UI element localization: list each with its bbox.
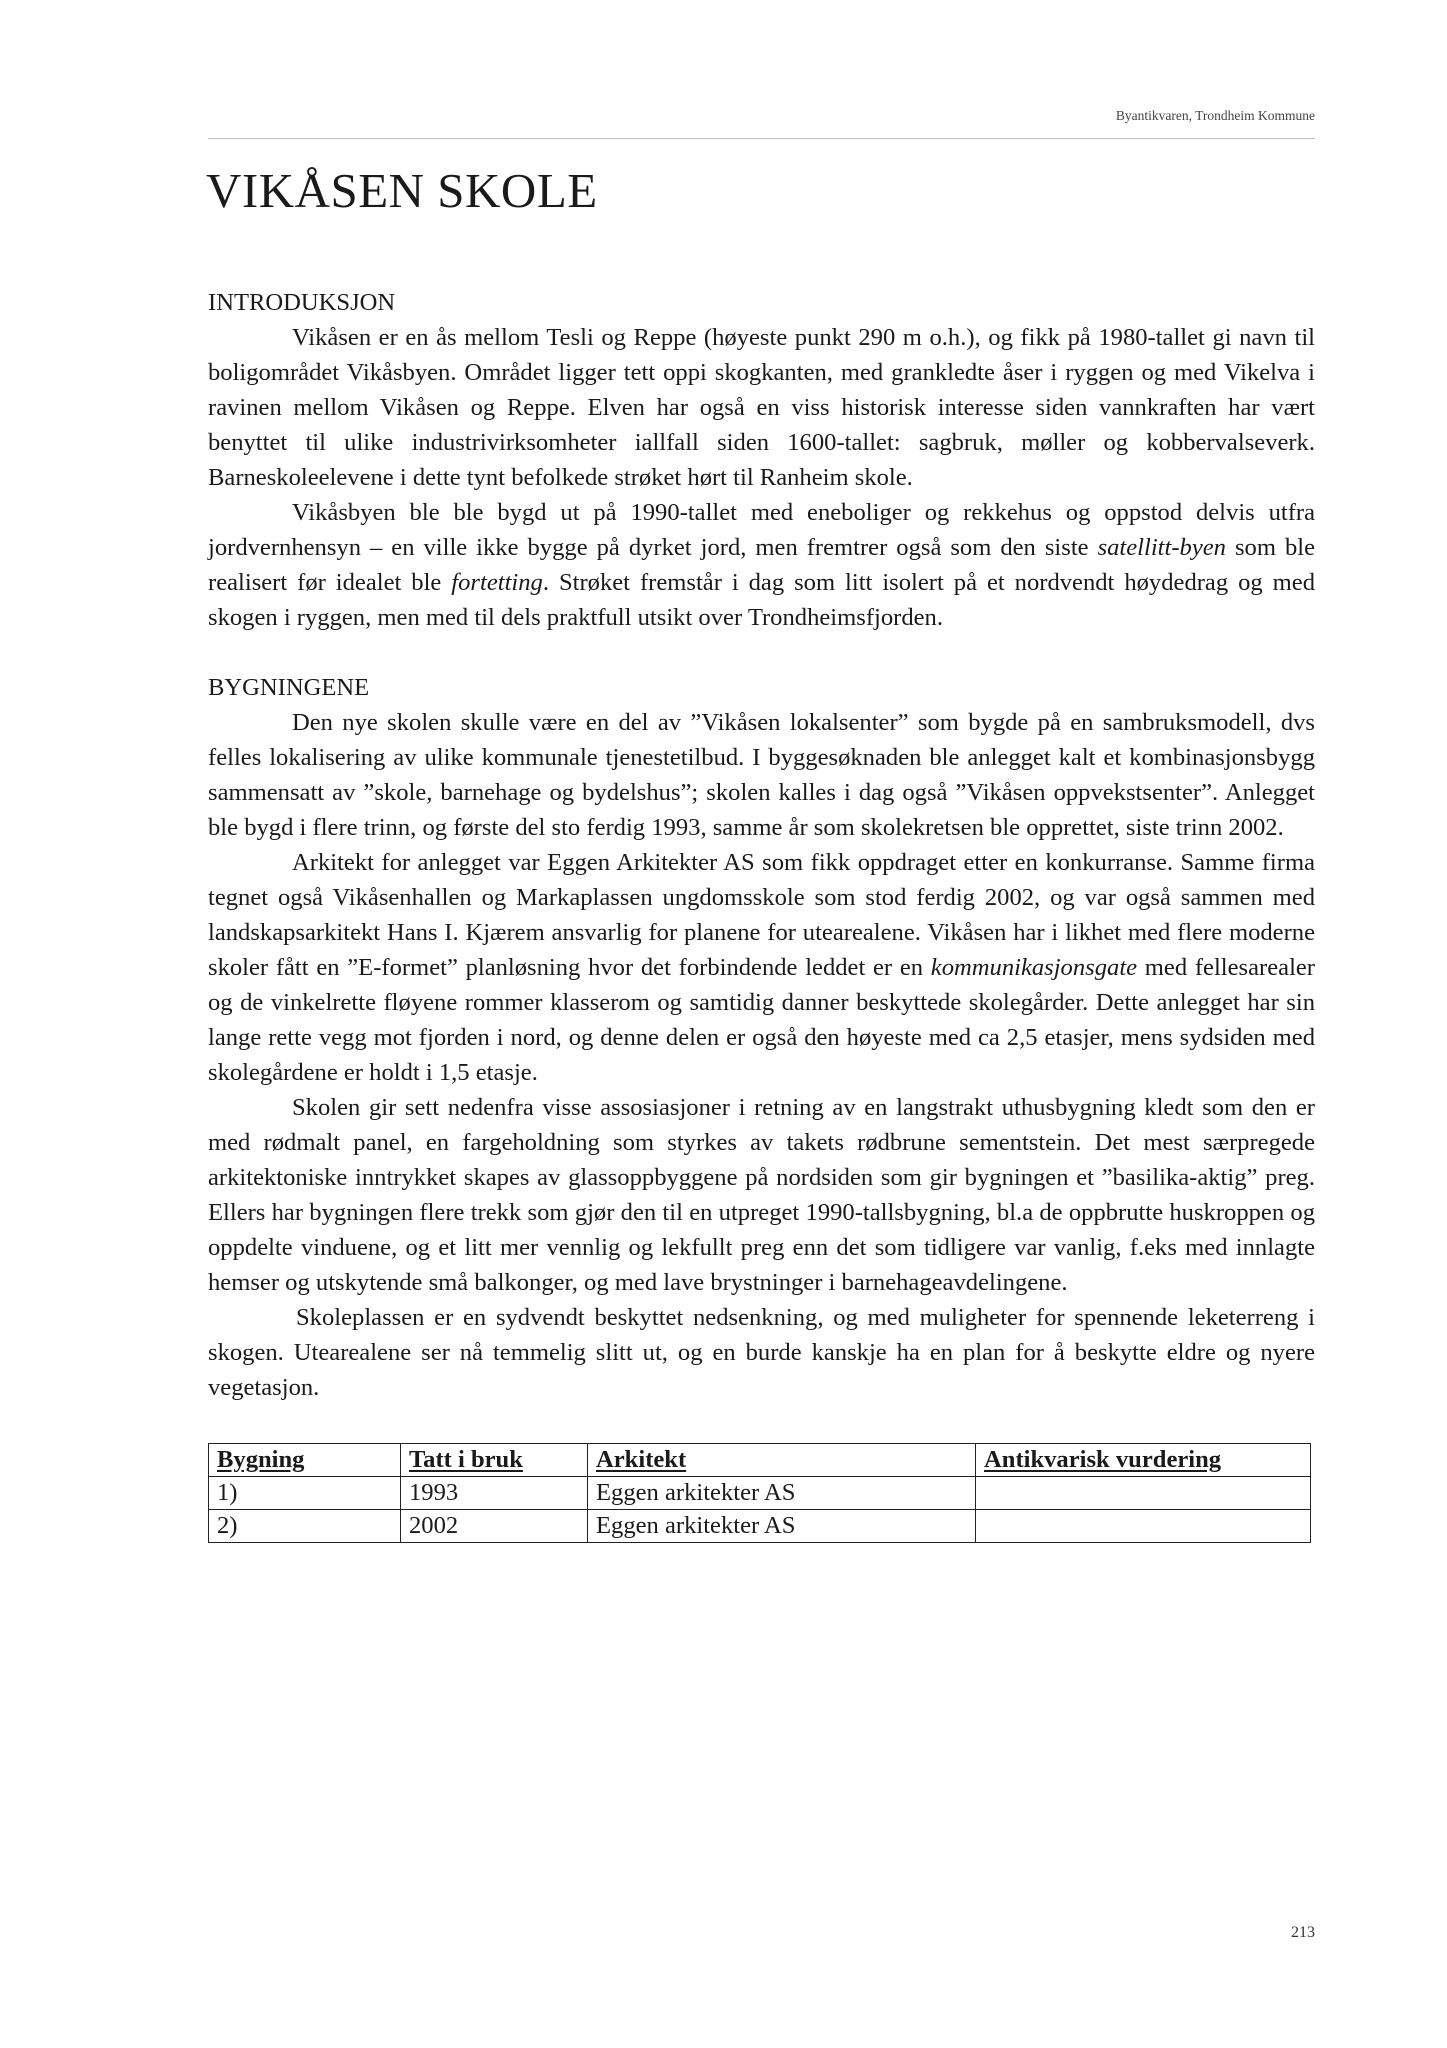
table-cell bbox=[976, 1510, 1311, 1543]
text-run: Den nye skolen skulle være en del av ”Vikåsen lokalsenter” som bygde på en sambruksmodell, dvs felles lokalisering av ulike kommunale tjenestetilbud. I byggesøknaden ble anlegget kalt et kombinasjonsbygg sammensatt av ”skole, barnehage og bydelshus”; skolen kalles i dag også ”Vikåsen oppvekstsenter”. Anlegget ble bygd i flere trinn, og første del sto ferdig 1993, samme år som skolekretsen ble opprettet, siste trinn 2002. bbox=[208, 709, 1315, 841]
header-cell-antikvarisk-vurdering: Antikvarisk vurdering bbox=[976, 1444, 1311, 1477]
building-table bbox=[208, 1443, 1311, 1543]
paragraph bbox=[208, 1300, 1315, 1405]
body-text bbox=[208, 285, 1315, 1543]
paragraph bbox=[208, 845, 1315, 1090]
table-cell: Eggen arkitekter AS bbox=[588, 1477, 976, 1510]
table-row bbox=[209, 1477, 1311, 1510]
table-cell: 2) bbox=[209, 1510, 401, 1543]
text-run: Vikåsbyen ble ble bygd ut på 1990-tallet med eneboliger og rekkehus og oppstod delvis utfra jordvernhensyn – en ville ikke bygge på dyrket jord, men fremtrer også som den siste bbox=[208, 499, 1315, 561]
text-run: Skolen gir sett nedenfra visse assosiasjoner i retning av en langstrakt uthusbygning kledt som den er med rødmalt panel, en fargeholdning som styrkes av takets rødbrune sementstein. Det mest særpregede arkitektoniske inntrykket skapes av glassoppbyggene på nordsiden som gir bygningen et ”basilika-aktig” preg. Ellers har bygningen flere trekk som gjør den til en utpreget 1990-tallsbygning, bl.a de oppbrutte huskroppen og oppdelte vinduene, og et litt mer vennlig og lekfullt preg enn det som tidligere var vanlig, f.eks med innlagte hemser og utskytende små balkonger, og med lave brystninger i barnehageavdelingene. bbox=[208, 1094, 1315, 1296]
section-bygningene bbox=[208, 670, 1315, 1405]
text-run: Skoleplassen er en sydvendt beskyttet nedsenkning, og med muligheter for spennende leketerreng i skogen. Utearealene ser nå temmelig slitt ut, og en burde kanskje ha en plan for å beskytte eldre og nyere vegetasjon. bbox=[208, 1304, 1315, 1401]
header-cell-bygning: Bygning bbox=[209, 1444, 401, 1477]
running-header: Byantikvaren, Trondheim Kommune bbox=[1115, 108, 1315, 123]
paragraph bbox=[208, 1090, 1315, 1300]
header-cell-arkitekt: Arkitekt bbox=[588, 1444, 976, 1477]
table-cell: 2002 bbox=[401, 1510, 588, 1543]
text-run: . Strøket fremstår i dag som litt isolert på et nordvendt høydedrag og med skogen i ryggen, men med til dels praktfull utsikt over Trondheimsfjorden. bbox=[208, 569, 1315, 631]
header-rule bbox=[208, 138, 1315, 139]
text-run: som ble realisert før idealet ble bbox=[208, 534, 1315, 596]
table-row bbox=[209, 1510, 1311, 1543]
italic-run: fortetting bbox=[451, 569, 543, 596]
section-introduksjon bbox=[208, 285, 1315, 635]
italic-run: satellitt-byen bbox=[1097, 534, 1226, 561]
table-cell: 1) bbox=[209, 1477, 401, 1510]
text-run: med fellesarealer og de vinkelrette fløyene rommer klasserom og samtidig danner beskyttede skolegårder. Dette anlegget har sin lange rette vegg mot fjorden i nord, og denne delen er også den høyeste med ca 2,5 etasjer, mens sydsiden med skolegårdene er holdt i 1,5 etasje. bbox=[208, 954, 1316, 1086]
table-cell bbox=[976, 1477, 1311, 1510]
document-title: VIKÅSEN SKOLE bbox=[206, 163, 598, 218]
paragraph bbox=[208, 320, 1315, 495]
paragraph bbox=[208, 495, 1315, 635]
table-header-row bbox=[209, 1444, 1311, 1477]
text-run: Arkitekt for anlegget var Eggen Arkitekter AS som fikk oppdraget etter en konkurranse. Samme firma tegnet også Vikåsenhallen og Markaplassen ungdomsskole som stod ferdig 2002, og var også sammen med landskapsarkitekt Hans I. Kjærem ansvarlig for planene for utearealene. Vikåsen har i likhet med flere moderne skoler fått en ”E-formet” planløsning hvor det forbindende leddet er en bbox=[208, 849, 1315, 981]
header-cell-tatt-i-bruk: Tatt i bruk bbox=[401, 1444, 588, 1477]
table-cell: Eggen arkitekter AS bbox=[588, 1510, 976, 1543]
paragraph bbox=[208, 705, 1315, 845]
section-heading: BYGNINGENE bbox=[208, 674, 370, 701]
building-table-wrap bbox=[208, 1443, 1315, 1543]
page-number: 213 bbox=[1291, 1924, 1315, 1941]
italic-run: kommunikasjonsgate bbox=[930, 954, 1138, 981]
table-cell: 1993 bbox=[401, 1477, 588, 1510]
section-gap bbox=[208, 635, 1315, 670]
text-run: Vikåsen er en ås mellom Tesli og Reppe (høyeste punkt 290 m o.h.), og fikk på 1980-tallet gi navn til boligområdet Vikåsbyen. Området ligger tett oppi skogkanten, med grankledte åser i ryggen og med Vikelva i ravinen mellom Vikåsen og Reppe. Elven har også en viss historisk interesse siden vannkraften har vært benyttet til ulike industrivirksomheter iallfall siden 1600-tallet: sagbruk, møller og kobbervalseverk. Barneskoleelevene i dette tynt befolkede strøket hørt til Ranheim skole. bbox=[208, 324, 1315, 491]
section-heading: INTRODUKSJON bbox=[208, 289, 396, 316]
